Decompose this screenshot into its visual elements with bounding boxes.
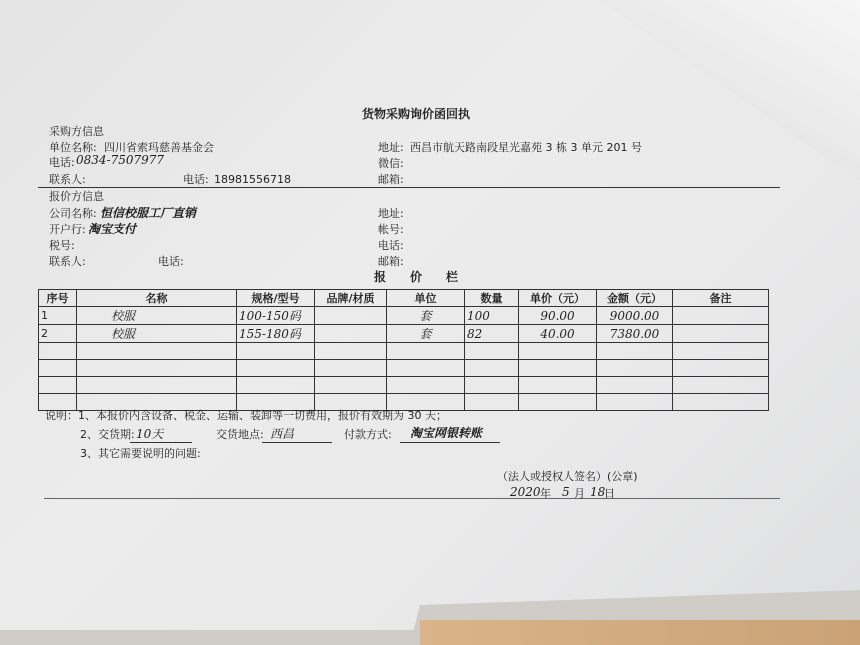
signature-day: 18 (590, 485, 606, 499)
table-cell (597, 394, 673, 411)
table-cell (237, 360, 315, 377)
buyer-phone-value: 0834-7507977 (76, 153, 165, 167)
table-row (39, 325, 769, 343)
table-cell (519, 377, 597, 394)
signature-day-unit: 日 (604, 487, 615, 500)
table-cell (39, 377, 77, 394)
seller-tax-label: 税号: (49, 239, 75, 252)
table-cell (237, 394, 315, 411)
delivery-place-value: 西昌 (270, 427, 295, 441)
buyer-unit-label: 单位名称: (49, 141, 97, 154)
buyer-address-value: 西昌市航天路南段星光嘉苑 3 栋 3 单元 201 号 (410, 141, 642, 154)
table-cell (39, 343, 77, 360)
seller-contact-label: 联系人: (49, 255, 86, 268)
table-cell (315, 360, 387, 377)
table-cell: 7380.00 (597, 325, 673, 343)
table-header-row (39, 290, 769, 307)
table-cell: 2 (39, 325, 77, 343)
table-cell (597, 343, 673, 360)
table-cell (315, 377, 387, 394)
table-cell: 155-180码 (237, 325, 315, 343)
signature-month: 5 (562, 485, 570, 499)
payment-method-value: 淘宝网银转账 (410, 426, 483, 440)
signature-month-unit: 月 (574, 487, 585, 500)
buyer-contact-phone-label: 电话: (183, 173, 209, 186)
seller-contact-phone-label: 电话: (158, 255, 184, 268)
table-cell (597, 377, 673, 394)
table-cell (673, 377, 769, 394)
table-cell: 9000.00 (597, 307, 673, 325)
table-cell: 校服 (77, 307, 237, 325)
table-cell (39, 360, 77, 377)
seller-company-value: 恒信校服工厂直销 (100, 206, 197, 220)
table-cell (673, 325, 769, 343)
delivery-place-underline (262, 442, 332, 443)
table-cell: 100 (465, 307, 519, 325)
col-header: 序号 (39, 290, 77, 307)
table-cell (315, 307, 387, 325)
table-cell (387, 343, 465, 360)
col-header: 名称 (77, 290, 237, 307)
table-cell (39, 394, 77, 411)
table-cell (519, 360, 597, 377)
table-cell (315, 343, 387, 360)
table-cell (465, 343, 519, 360)
payment-method-underline (400, 442, 500, 443)
delivery-period-value: 10天 (136, 427, 164, 441)
signature-label: （法人或授权人签名）(公章) (497, 470, 638, 483)
table-cell (465, 394, 519, 411)
table-cell (77, 394, 237, 411)
table-cell (519, 343, 597, 360)
table-cell: 40.00 (519, 325, 597, 343)
table-cell (237, 343, 315, 360)
seller-bank-label: 开户行: (49, 223, 86, 236)
buyer-unit-value: 四川省索玛慈善基金会 (104, 141, 214, 154)
table-cell (387, 377, 465, 394)
seller-bank-value: 淘宝支付 (88, 222, 137, 236)
signature-year: 2020 (510, 485, 541, 499)
table-cell (465, 360, 519, 377)
table-cell (237, 377, 315, 394)
seller-phone-label: 电话: (378, 239, 404, 252)
table-cell: 校服 (77, 325, 237, 343)
table-cell: 套 (387, 307, 465, 325)
table-cell: 套 (387, 325, 465, 343)
delivery-place-label: 交货地点: (216, 428, 264, 441)
table-row (39, 377, 769, 394)
col-header: 规格/型号 (237, 290, 315, 307)
wood-surface (420, 620, 860, 645)
note-line-1: 说明：1、本报价内含设备、税金、运输、装卸等一切费用，报价有效期为 30 天； (45, 409, 447, 422)
section-divider (38, 187, 780, 188)
payment-method-label: 付款方式: (344, 428, 392, 441)
col-header: 单价（元） (519, 290, 597, 307)
table-cell (387, 360, 465, 377)
table-cell: 100-150码 (237, 307, 315, 325)
seller-account-label: 帐号: (378, 223, 404, 236)
seller-section-label: 报价方信息 (49, 190, 104, 203)
table-cell: 90.00 (519, 307, 597, 325)
buyer-wechat-label: 微信: (378, 157, 404, 170)
delivery-period-label: 2、交货期: (80, 428, 135, 441)
buyer-section-label: 采购方信息 (49, 125, 104, 138)
buyer-phone-label: 电话: (49, 156, 75, 169)
quote-table (38, 289, 769, 411)
buyer-contact-phone-value: 18981556718 (214, 173, 291, 186)
seller-address-label: 地址: (378, 207, 404, 220)
signature-year-unit: 年 (540, 487, 551, 500)
delivery-period-underline (130, 442, 192, 443)
table-cell (673, 343, 769, 360)
table-cell (597, 360, 673, 377)
table-cell: 82 (465, 325, 519, 343)
buyer-address-label: 地址: (378, 141, 404, 154)
document-title: 货物采购询价函回执 (362, 107, 471, 121)
table-cell (673, 360, 769, 377)
table-cell (77, 377, 237, 394)
table-row (39, 343, 769, 360)
table-row (39, 360, 769, 377)
table-cell (77, 343, 237, 360)
col-header: 单位 (387, 290, 465, 307)
table-row (39, 307, 769, 325)
buyer-email-label: 邮箱: (378, 173, 404, 186)
col-header: 数量 (465, 290, 519, 307)
quote-heading: 报 价 栏 (374, 270, 459, 284)
table-row (39, 394, 769, 411)
table-cell: 1 (39, 307, 77, 325)
seller-email-label: 邮箱: (378, 255, 404, 268)
table-cell (465, 377, 519, 394)
note-line-3: 3、其它需要说明的问题: (80, 447, 201, 460)
col-header: 备注 (673, 290, 769, 307)
table-cell (387, 394, 465, 411)
table-cell (315, 394, 387, 411)
col-header: 金额（元） (597, 290, 673, 307)
seller-company-label: 公司名称: (49, 207, 97, 220)
table-cell (673, 394, 769, 411)
notes-bottom-line (44, 498, 780, 499)
col-header: 品牌/材质 (315, 290, 387, 307)
table-cell (519, 394, 597, 411)
table-cell (673, 307, 769, 325)
buyer-contact-label: 联系人: (49, 173, 86, 186)
table-cell (77, 360, 237, 377)
table-cell (315, 325, 387, 343)
